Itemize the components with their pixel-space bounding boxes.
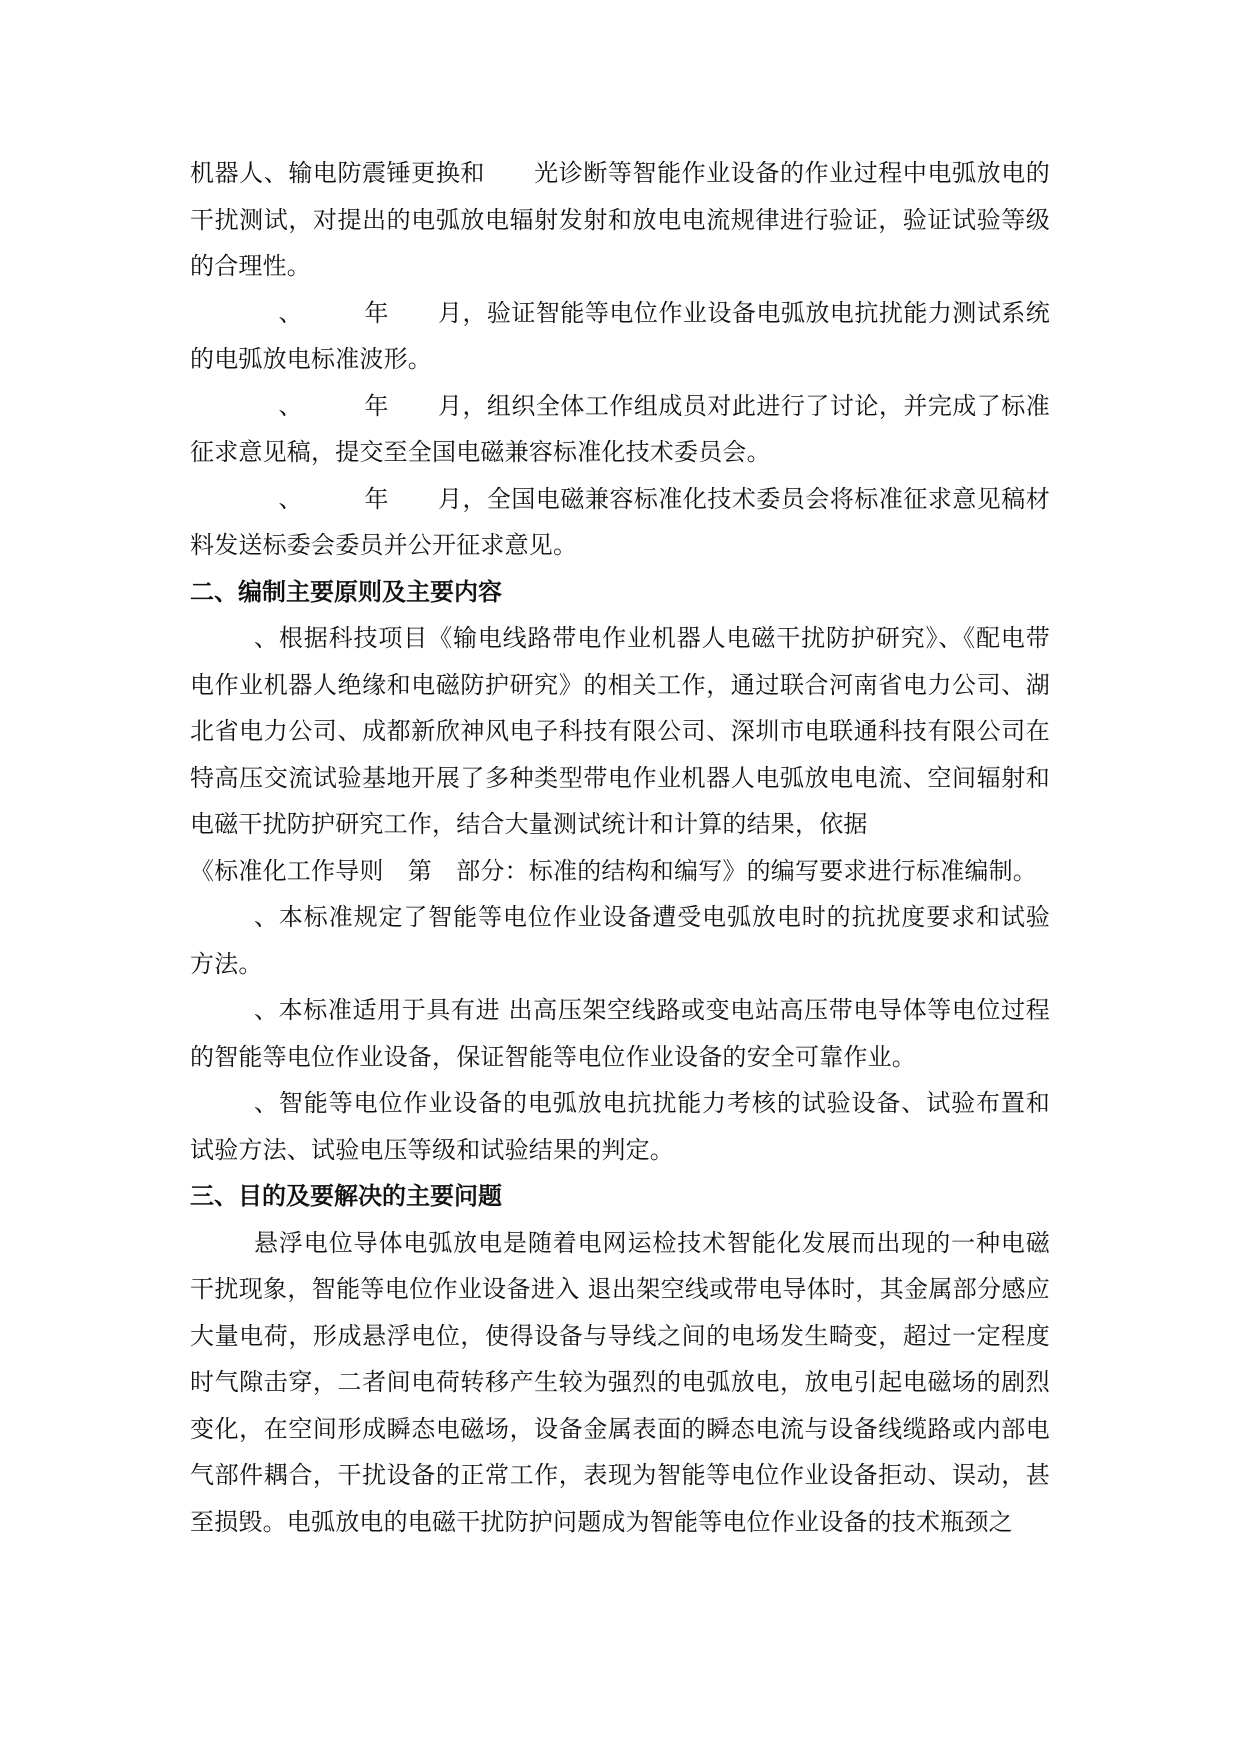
paragraph-arc-test-validation: 机器人、输电防震锤更换和 光诊断等智能作业设备的作业过程中电弧放电的干扰测试，对提出的电弧放电辐射发射和放电电流规律进行验证，验证试验等级的合理性。 bbox=[190, 159, 1050, 280]
paragraph-draft-discussion: 、 年 月，组织全体工作组成员对此进行了讨论，并完成了标准征求意见稿，提交至全国电磁兼容标准化技术委员会。 bbox=[190, 391, 1050, 466]
paragraph-problem-description: 悬浮电位导体电弧放电是随着电网运检技术智能化发展而出现的一种电磁干扰现象，智能等电位作业设备进入 退出架空线或带电导体时，其金属部分感应大量电荷，形成悬浮电位，使得设备与导线之间的电场发生畸变，超过一定程度时气隙击穿，二者间电荷转移产生较为强烈的电弧放电，放电引起电磁场的剧烈变化，在空间形成瞬态电磁场，设备金属表面的瞬态电流与设备线缆路或内部电气部件耦合，干扰设备的正常工作，表现为智能等电位作业设备拒动、误动，甚至损毁。电弧放电的电磁干扰防护问题成为智能等电位作业设备的技术瓶颈之 bbox=[190, 1228, 1050, 1536]
section-heading-purpose: 三、目的及要解决的主要问题 bbox=[190, 1182, 502, 1210]
paragraph-public-comment: 、 年 月，全国电磁兼容标准化技术委员会将标准征求意见稿材料发送标委会委员并公开征求意见。 bbox=[190, 484, 1050, 559]
document-page bbox=[190, 150, 1050, 1610]
paragraph-waveform-validation: 、 年 月，验证智能等电位作业设备电弧放电抗扰能力测试系统的电弧放电标准波形。 bbox=[190, 298, 1050, 373]
section-heading-principles: 二、编制主要原则及主要内容 bbox=[190, 577, 502, 606]
paragraph-scope-requirements: 、本标准规定了智能等电位作业设备遭受电弧放电时的抗扰度要求和试验方法。 bbox=[190, 903, 1050, 978]
paragraph-standard-guideline: 《标准化工作导则 第 部分：标准的结构和编写》的编写要求进行标准编制。 bbox=[190, 856, 1037, 885]
paragraph-test-content: 、智能等电位作业设备的电弧放电抗扰能力考核的试验设备、试验布置和试验方法、试验电压等级和试验结果的判定。 bbox=[190, 1089, 1050, 1164]
paragraph-research-basis: 、根据科技项目《输电线路带电作业机器人电磁干扰防护研究》、《配电带电作业机器人绝缘和电磁防护研究》的相关工作，通过联合河南省电力公司、湖北省电力公司、成都新欣神风电子科技有限公司、深圳市电联通科技有限公司在特高压交流试验基地开展了多种类型带电作业机器人电弧放电电流、空间辐射和电磁干扰防护研究工作，结合大量测试统计和计算的结果，依据 bbox=[190, 624, 1050, 838]
paragraph-applicability: 、本标准适用于具有进 出高压架空线路或变电站高压带电导体等电位过程的智能等电位作业设备，保证智能等电位作业设备的安全可靠作业。 bbox=[190, 996, 1050, 1071]
